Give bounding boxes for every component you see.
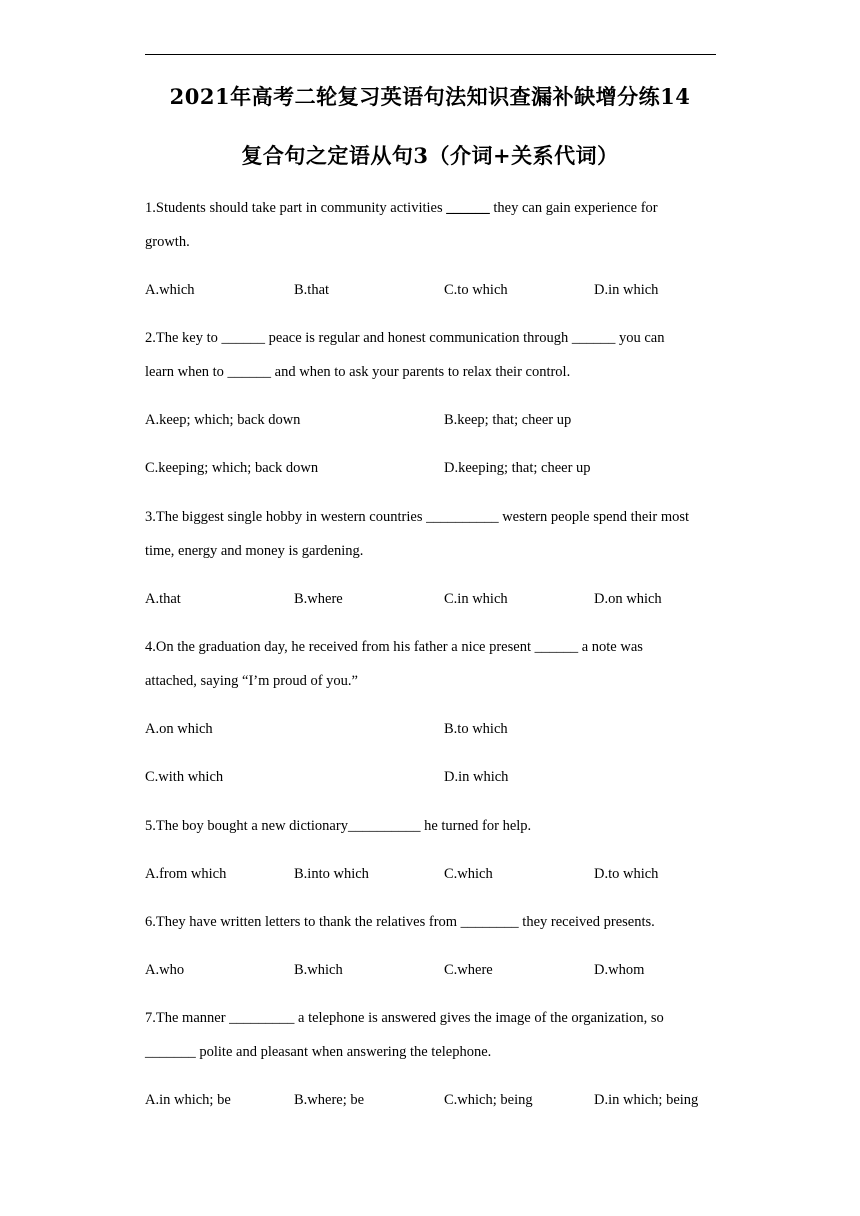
question-3-option-b: B.where [294, 591, 343, 607]
question-3-option-a: A.that [145, 591, 181, 607]
question-3-text-line-2: time, energy and money is gardening. [145, 543, 364, 559]
question-6-option-d: D.whom [594, 962, 645, 978]
question-2-option-a: A.keep; which; back down [145, 412, 301, 428]
question-1-option-c: C.to which [444, 282, 508, 298]
question-6-option-b: B.which [294, 962, 343, 978]
question-1-text-end: they can gain experience for [489, 200, 658, 216]
question-1-text-line-1 [145, 199, 658, 217]
question-7-option-d: D.in which; being [594, 1092, 699, 1108]
question-5-text-line-1: 5.The boy bought a new dictionary__________ he turned for help. [145, 818, 532, 834]
question-2-option-c: C.keeping; which; back down [145, 460, 319, 476]
question-2-option-d: D.keeping; that; cheer up [444, 460, 591, 476]
question-1-option-b: B.that [294, 282, 330, 298]
question-5-option-c: C.which [444, 866, 493, 882]
question-2-text-line-2: learn when to ______ and when to ask your parents to relax their control. [145, 364, 571, 380]
question-4-text-line-1: 4.On the graduation day, he received from his father a nice present ______ a note was [145, 639, 643, 655]
question-7-text-line-2: _______ polite and pleasant when answering the telephone. [145, 1044, 492, 1060]
question-4-option-d: D.in which [444, 769, 509, 785]
question-3-option-c: C.in which [444, 591, 508, 607]
question-6-text-line-1: 6.They have written letters to thank the relatives from ________ they received presents. [145, 914, 655, 930]
header-rule [145, 54, 716, 55]
question-3-text-line-1: 3.The biggest single hobby in western countries __________ western people spend their most [145, 509, 690, 525]
question-7-option-a: A.in which; be [145, 1092, 231, 1108]
question-7-text-line-1: 7.The manner _________ a telephone is answered gives the image of the organization, so [145, 1010, 664, 1026]
page-title-line-2: 复合句之定语从句3（介词+关系代词） [241, 143, 619, 168]
question-4-text-line-2: attached, saying “I’m proud of you.” [145, 673, 358, 689]
question-1-blank: ______ [446, 200, 490, 216]
question-5-option-d: D.to which [594, 866, 659, 882]
question-2-option-b: B.keep; that; cheer up [444, 412, 572, 428]
question-1-option-d: D.in which [594, 282, 659, 298]
question-7-option-b: B.where; be [294, 1092, 365, 1108]
question-4-option-b: B.to which [444, 721, 508, 737]
page-title-line-1: 2021年高考二轮复习英语句法知识查漏补缺增分练14 [169, 84, 691, 109]
question-5-option-b: B.into which [294, 866, 369, 882]
question-6-option-c: C.where [444, 962, 493, 978]
question-6-option-a: A.who [145, 962, 185, 978]
question-1-text-start: 1.Students should take part in community activities [145, 200, 447, 216]
question-3-option-d: D.on which [594, 591, 662, 607]
question-2-text-line-1: 2.The key to ______ peace is regular and honest communication through ______ you can [145, 330, 665, 346]
question-1-text-line-2: growth. [145, 234, 190, 250]
question-5-option-a: A.from which [145, 866, 227, 882]
question-4-option-c: C.with which [145, 769, 224, 785]
question-1-option-a: A.which [145, 282, 195, 298]
question-4-option-a: A.on which [145, 721, 213, 737]
question-7-option-c: C.which; being [444, 1092, 533, 1108]
